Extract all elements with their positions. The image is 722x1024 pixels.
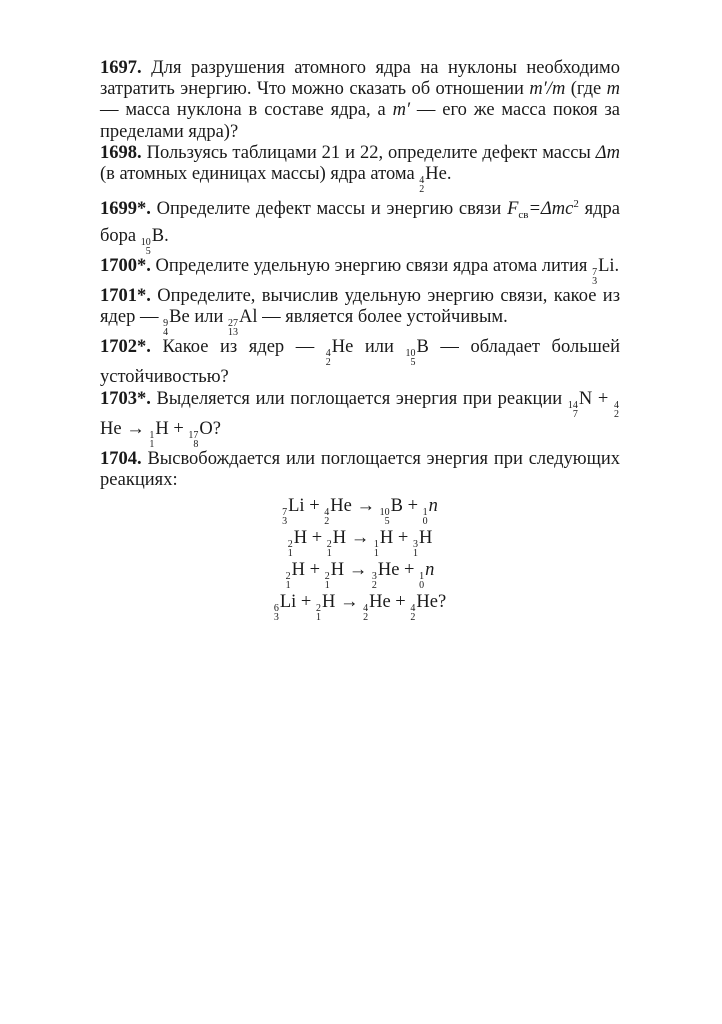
element-symbol: H [293, 528, 308, 549]
delta-m-symbol: Δm [595, 142, 621, 163]
problem-number: 1699*. [100, 199, 151, 220]
element-symbol: H [418, 528, 433, 549]
element-symbol: B [416, 337, 429, 358]
nucleus-notation: 7 3 [592, 267, 598, 288]
nucleus-notation: 4 2 [325, 348, 331, 369]
problem-text: (в атомных единицах массы) ядра атома [100, 164, 420, 185]
nucleus-notation: 27 13 [228, 318, 238, 339]
reaction-equation: 6 3 Li + 2 1 H → 4 2 He + 4 2 He? [273, 592, 447, 624]
problem-text: Определите дефект массы и энергию связи [156, 199, 508, 220]
element-symbol: H [330, 560, 345, 581]
problem-text: Для разрушения атомного ядра на нуклоны необходимо затратить энергию. Что можно сказать об отношении [100, 58, 621, 100]
problem-1700: 1700*. Определите удельную энергию связи ядра атома лития 7 3 Li. [100, 256, 620, 288]
energy-formula: =Δmc [528, 199, 574, 220]
element-symbol: He [100, 418, 122, 439]
problem-text: — является более устойчивым. [257, 307, 508, 328]
element-symbol: He [416, 592, 438, 613]
problem-text: Определите, вычислив удельную энергию связи, какое из ядер — [100, 286, 620, 328]
element-symbol: H [155, 418, 169, 439]
nucleus-notation: 14 7 [567, 399, 578, 420]
problem-text: Выделяется или поглощается энергия при реакции [156, 388, 568, 409]
problem-1704 [100, 449, 620, 491]
problem-number: 1704. [100, 448, 142, 469]
element-symbol: N [578, 388, 593, 409]
problem-text: или [189, 307, 228, 328]
element-symbol: H [379, 528, 394, 549]
element-symbol: n [428, 496, 438, 517]
textbook-page [100, 58, 620, 623]
nucleus-notation: 10 5 [140, 237, 151, 258]
element-symbol: B [390, 496, 403, 517]
problem-text: — масса нуклона в составе ядра, а [100, 100, 393, 121]
element-symbol: Li [279, 592, 297, 613]
element-symbol: n [425, 560, 435, 581]
element-symbol: H [332, 528, 347, 549]
force-symbol: F [507, 199, 519, 220]
element-symbol: B [151, 226, 165, 247]
ratio-symbol: m′/m [529, 79, 566, 100]
problem-number: 1701*. [100, 286, 151, 307]
problem-text: или [353, 337, 406, 358]
element-symbol: He [377, 560, 400, 581]
problem-1701 [100, 286, 620, 337]
problem-number: 1697. [100, 58, 142, 78]
arrow-sign: → [121, 418, 150, 439]
nucleus-notation: 10 5 [405, 348, 416, 369]
problem-text: — его же масса покоя за пределами ядра)? [100, 100, 620, 142]
nucleus-notation: 4 2 [419, 175, 425, 196]
problem-1703: 1703*. Выделяется или поглощается энергия при реакции 14 7 N + 4 2 He → 1 1 H + 17 8 O? [100, 388, 620, 450]
problem-text: (где [565, 79, 607, 100]
element-symbol: H [321, 592, 336, 613]
element-symbol: O [199, 418, 213, 439]
plus-sign: + [168, 418, 189, 439]
reaction-equation: 2 1 H + 2 1 H → 3 2 He + 1 0 n [285, 560, 435, 592]
element-symbol: Be [169, 307, 190, 328]
mass-prime-symbol: m′ [392, 100, 411, 121]
problem-1697 [100, 58, 620, 143]
problem-text: ядра бора [100, 199, 621, 247]
element-symbol: H [291, 560, 306, 581]
problem-1702 [100, 337, 620, 388]
mass-symbol: m [606, 79, 620, 100]
problem-number: 1703*. [100, 388, 151, 409]
reaction-equation: 7 3 Li + 4 2 He → 10 5 B + 1 0 n [282, 496, 438, 528]
element-symbol: Li [288, 496, 305, 517]
problem-number: 1702*. [100, 337, 151, 358]
problem-text: Определите удельную энергию связи ядра атома лития [155, 256, 593, 277]
element-symbol: He [330, 496, 352, 517]
nucleus-notation: 4 2 [614, 399, 620, 420]
nucleus-notation: 17 8 [188, 429, 199, 450]
problem-number: 1698. [100, 142, 142, 163]
problem-text: Пользуясь таблицами 21 и 22, определите дефект массы [146, 142, 596, 163]
element-symbol: Li [598, 256, 615, 277]
nucleus-notation: 1 1 [149, 429, 155, 450]
element-symbol: He [331, 337, 354, 358]
problem-text: Высвобождается или поглощается энергия при следующих реакциях: [100, 448, 621, 490]
problem-1699: 1699*. Определите дефект массы и энергию связи $F_{св}=\Delta mc^2$ ядра бора 10 5 B. [100, 198, 621, 258]
problem-number: 1700*. [100, 256, 151, 277]
reaction-equation: 2 1 H + 2 1 H → 1 1 H + 3 1 H [287, 528, 433, 560]
element-symbol: He [369, 592, 391, 613]
problem-text: Какое из ядер — [162, 337, 326, 358]
element-symbol: He [425, 164, 447, 185]
nucleus-notation: 9 4 [163, 318, 169, 339]
formula-exponent: 2 [573, 198, 579, 211]
problem-text: — обладает большей устойчивостью? [100, 337, 621, 388]
problem-1698: 1698. Пользуясь таблицами 21 и 22, определите дефект массы Δm (в атомных единицах массы) ядра атома 4 2 He. [100, 142, 621, 196]
force-subscript: св [518, 209, 529, 222]
plus-sign: + [592, 388, 615, 409]
element-symbol: Al [239, 307, 258, 328]
reaction-list [100, 495, 620, 622]
